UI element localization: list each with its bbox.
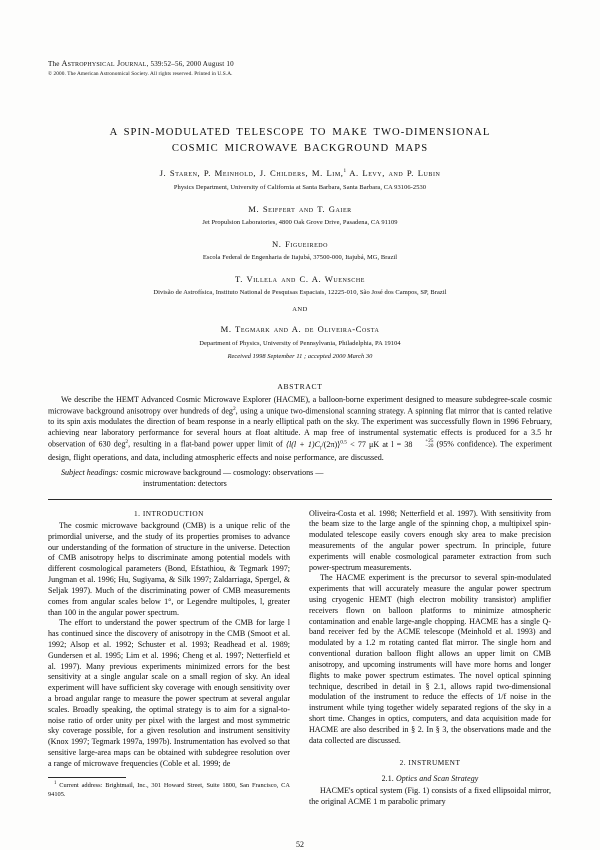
abstract-formula [285,438,434,452]
instrument-paragraph-1: HACME's optical system (Fig. 1) consists of a fixed ellipsoidal mirror, the original ACME 1 m parabolic primary [309,785,551,806]
affiliation-3: Escola Federal de Engenharia de Itajubá, 37500-000, Itajubá, MG, Brazil [202,254,398,262]
author-group-3 [48,238,552,263]
running-head [48,58,552,70]
footnote-marker: 1 [54,781,57,787]
author-line-4: T. Villela and C. A. Wuensche [235,274,365,285]
intro-paragraph-3: Oliveira-Costa et al. 1998; Netterfield et al. 1997). With sensitivity from the beam size to the large angle of the spinning chop, a multipixel spin-modulated telescope easily covers enough sky area to make precision measurements of the angular power spectrum. In principle, future experiments will enable cosmological parameter extraction from such power-spectrum measurements. [309,508,551,572]
author-line-2: M. Seiffert and T. Gaier [248,203,352,214]
subsection-number: 2.1. [381,774,396,784]
formula-subscript: l [319,445,322,452]
abstract-part-4: (95% confidence). The experiment design, flight operations, and data, including atmospheric effects and noise performance, are discussed. [48,439,552,462]
author-line-1 [48,167,552,180]
abstract-deg-sup-2: 2 [125,438,129,445]
article-title-line-1: A SPIN-MODULATED TELESCOPE TO MAKE TWO-DIMENSIONAL [109,126,491,138]
horizontal-rule [48,499,552,500]
abstract-deg-sup-1: 2 [232,405,236,412]
author-group-5 [48,323,552,348]
page-number: 52 [296,840,304,849]
formula-plus-error: +25 [425,438,434,445]
formula-minus-error: −20 [425,443,434,450]
article-title-line-2: COSMIC MICROWAVE BACKGROUND MAPS [171,142,429,154]
and-separator: AND [292,305,308,313]
subject-headings-label: Subject headings: [61,467,119,477]
received-accepted-line: Received 1998 September 11 ; accepted 2000 March 30 [227,352,373,360]
abstract-part-1: We describe the HEMT Advanced Cosmic Microwave Explorer (HACME), a balloon-borne experiment designed to measure subdegree-scale cosmic microwave background anisotropy over hundreds of deg [48,394,552,416]
author-line-5: M. Tegmark and A. de Oliveira-Costa [220,324,380,335]
formula-exponent: 0.5 [340,438,348,445]
journal-citation: , 539:52–56, 2000 August 10 [146,60,234,68]
affiliation-4: Divisão de Astrofísica, Instituto National de Pesquisas Espaciais, 12225-010, São José dos Campos, SP, Brazil [153,289,447,297]
affiliation-5: Department of Physics, University of Pennsylvania, Philadelphia, PA 19104 [199,339,401,347]
intro-paragraph-2: The effort to understand the power spectrum of the CMB for large l has continued since the discovery of anisotropy in the CMB (Smoot et al. 1992; Alsop et al. 1992; Schuster et al. 1993; Readhead et al. 1989; Gundersen et al. 1995; Lim et al. 1996; Cheng et al. 1997; Netterfield et al. 1997). Many previous experiments minimized errors for the best sensitivity at a single angular scale on a small region of sky. An ideal experiment will have sufficient sky coverage with enough sensitivity over a broad angular range to measure the power spectrum at several angular scales. Broadly speaking, the optimal strategy is to aim for a signal-to-noise ratio of order unity per pixel with the largest and most symmetric sky coverage possible, for a given resolution and instrument sensitivity (Knox 1997; Tegmark 1997a, 1997b). Instrumentation has evolved so that sensitive large-area maps can be obtained with subdegree resolution over a range of microwave frequencies (Coble et al. 1999; de [48,618,290,768]
title-block [48,125,552,360]
affiliation-1: Physics Department, University of California at Santa Barbara, Santa Barbara, CA 93106-2530 [173,183,427,191]
subject-headings-line-2: instrumentation: detectors [143,478,227,488]
article-title [48,125,552,157]
journal-name: Astrophysical Journal [61,59,147,68]
author-group-4 [48,273,552,298]
intro-paragraph-1: The cosmic microwave background (CMB) is a unique relic of the primordial universe, and the study of its properties promises to advance our understanding of the formation of structure in the universe. Detection of CMB anisotropy helps to discriminate among potential models with different cosmological parameters (Bond, Efstathiou, & Tegmark 1997; Jungman et al. 1996; Hu, Sugiyama, & Silk 1997; Zaldarriaga, Spergel, & Seljak 1997). Much of the discriminating power of CMB measurements comes from angular scales below 1°, or Legendre multipoles, l, greater than 100 in the angular power spectrum. [48,521,290,617]
abstract-heading: ABSTRACT [277,381,323,391]
copyright-line: © 2000. The American Astronomical Society. All rights reserved. Printed in U.S.A. [48,71,233,78]
abstract-part-2: , using a unique two-dimensional scanning strategy. A spinning flat mirror that is canted relative to its spin axis modulates the direction of beam response in a nearly elliptical path on the sky. The experiment was successfully flown in 1996 February, achieving near laboratory performance for several hours at float altitude. A map free of instrumental systematic effects is produced for a 3.5 hr observation of 630 deg [48,406,552,449]
formula-open: ⟨l(l + 1)C [285,439,320,449]
intro-paragraph-4: The HACME experiment is the precursor to several spin-modulated experiments that will accurately measure the angular power spectrum using cryogenic HEMT (high electron mobility transistor) amplifier receivers flown on balloon platforms to minimize atmospheric contamination and enable large-angle chopping. HACME has a single Q-band receiver fed by the ACME telescope (Meinhold et al. 1993) and modulated by a 1.2 m rotating canted flat mirror. The single horn and conventional duration balloon flight allows an upper limit on CMB anisotropy, and upcoming instruments will have more horns and longer flights to make power spectrum estimates. The novel optical spinning technique, described in detail in § 2.1, allows rapid two-dimensional modulation of the instrument to reduce the effects of 1/f noise in the instrument while tying together widely separated regions of the sky in a short time. Changes in optics, computers, and data acquisition made for HACME are also described in § 2. In § 3, the observations made and the data collected are discussed. [309,573,551,745]
formula-error-bars [412,439,433,449]
journal-head-prefix: The [48,60,62,68]
section-heading-instrument: 2. INSTRUMENT [399,758,461,768]
author-group-2 [48,203,552,228]
subsection-title: Optics and Scan Strategy [395,774,479,784]
author-line-3: N. Figueiredo [271,238,329,249]
page-content [48,58,552,849]
abstract-block [48,382,552,490]
subsection-heading-optics-scan-strategy [309,774,551,783]
right-column [309,509,551,808]
subject-headings [48,468,552,490]
author-names-1b: A. Levy, and P. Lubin [346,168,441,179]
footnote-text: Current address: Brightmail, Inc., 301 Howard Street, Suite 1800, San Francisco, CA 94105. [48,782,290,799]
footnote-rule [48,777,126,778]
body-columns [48,509,552,808]
footnote-1 [48,781,290,800]
author-names-1a: J. Staren, P. Meinhold, J. Childers, M. Lim, [159,168,344,179]
subject-headings-line-1: cosmic microwave background — cosmology: observations — [118,467,324,477]
abstract-text [48,395,552,464]
affiliation-2: Jet Propulsion Laboratories, 4800 Oak Grove Drive, Pasadena, CA 91109 [202,218,398,226]
abstract-part-3: , resulting in a flat-band power upper limit of [128,439,286,449]
left-column [48,509,290,800]
author-footnote-marker: 1 [343,168,347,175]
formula-after: < 77 μK at l = 38 [347,439,413,449]
formula-mid: /(2π)⟩ [321,439,341,449]
section-heading-introduction: 1. INTRODUCTION [134,508,204,518]
